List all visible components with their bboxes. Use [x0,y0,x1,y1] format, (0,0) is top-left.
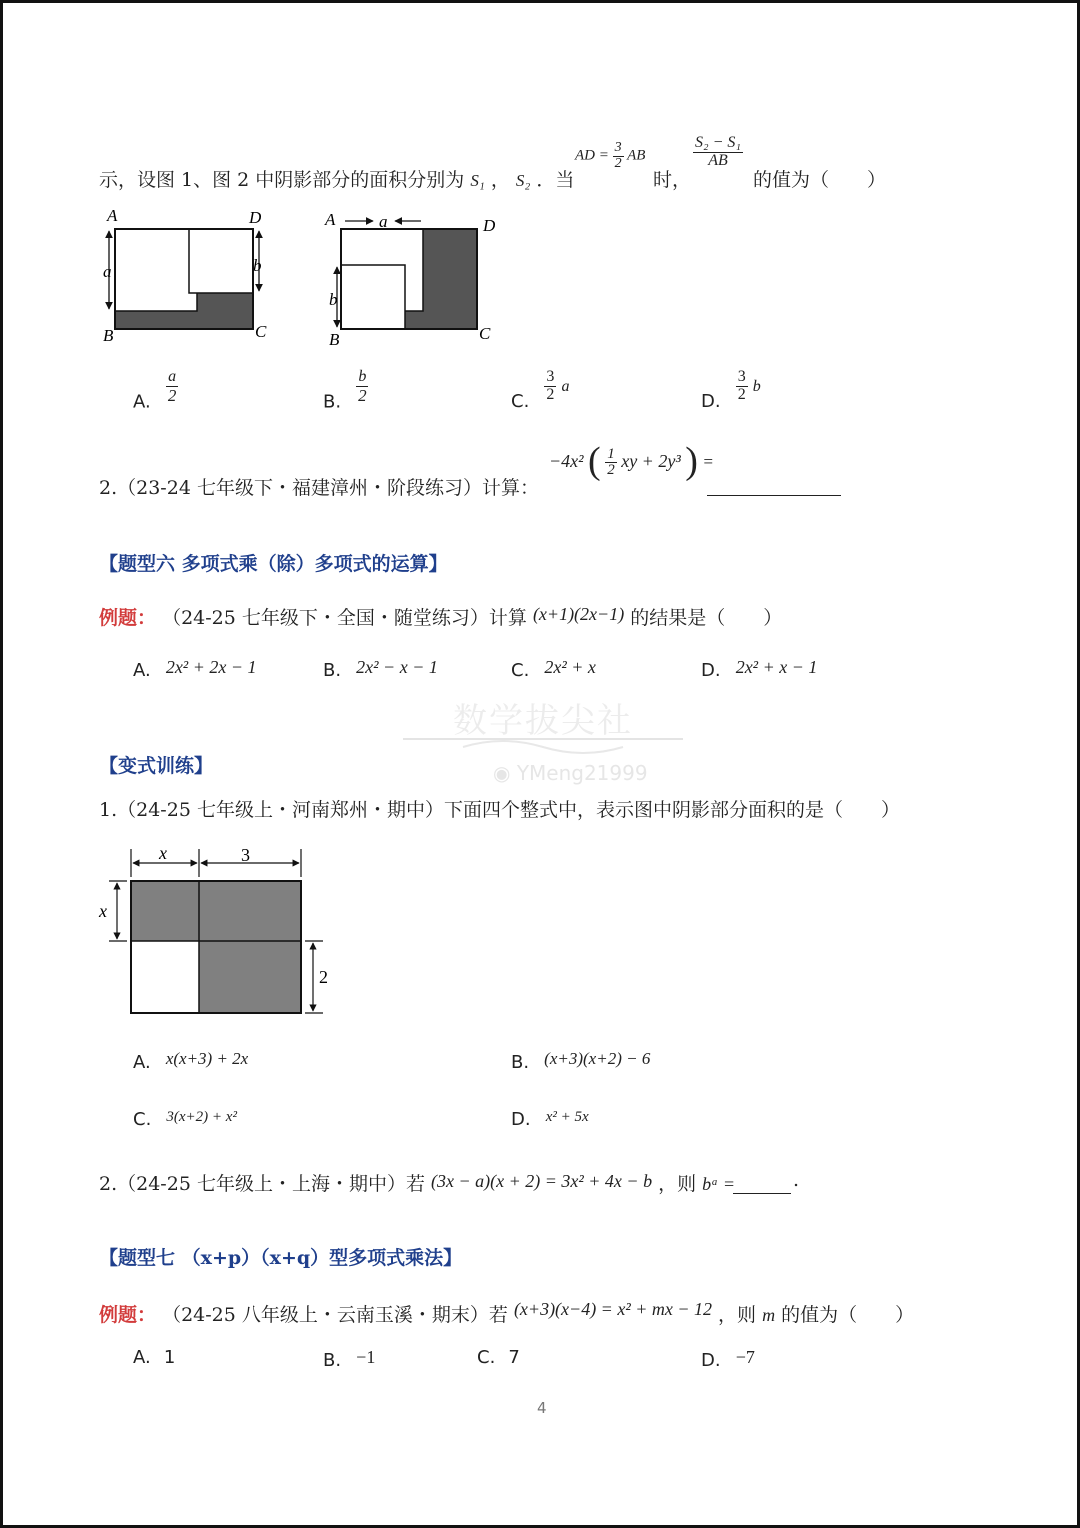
watermark-title: 数学拔尖社 [453,701,633,741]
watermark-ornament [403,733,683,759]
q1-option-d[interactable]: D. $\frac{3}{2}$ b [701,368,761,412]
v1-fig-top-x: x [159,843,167,863]
ex6-option-a[interactable]: A. 2x² + 2x − 1 [133,657,257,681]
q1-option-c[interactable]: C. $\frac{3}{2}$ a [511,368,570,412]
v2-period: . [793,1169,800,1191]
q1-dang: ．当 [536,169,575,191]
example-7-line: 例题： （24-25 八年级上・云南玉溪・期末）若 (x+3)(x−4) = x² + mx − 12 ，则 m 的值为（ ） [99,1299,915,1326]
ex6-option-c[interactable]: C. 2x² + x [511,657,596,681]
fig2-label-a: a [379,212,388,231]
example-7-expr: (x+3)(x−4) = x² + mx − 12 [513,1299,712,1319]
v1-option-a[interactable]: A. x(x+3) + 2x [133,1049,249,1073]
v1-label: 1.（24-25 七年级上・河南郑州・期中）下面四个整式中，表示图中阴影部分面积的是（ ） [99,799,900,821]
q1-option-a[interactable]: A. $\frac{a}{2}$ [133,368,177,413]
figures-1-2 [93,203,513,353]
watermark-id: ◉ YMeng21999 [493,761,648,785]
section-7-title: 【题型七 （x+p）（x+q）型多项式乘法】 [99,1247,463,1269]
example-6-line: 例题： （24-25 七年级下・全国・随堂练习）计算 (x+1)(2x−1) 的结果是（ ） [99,604,783,629]
ex7-option-a[interactable]: A. 1 [133,1347,176,1368]
v2-expr: (3x − a)(x + 2) = 3x² + 4x − b [431,1171,653,1191]
v1-fig-top-3: 3 [241,845,250,865]
ex6-option-b[interactable]: B. 2x² − x − 1 [323,657,438,681]
fig1-label-b: b [253,256,262,275]
fig1-label-d: D [249,208,262,227]
v1-option-c[interactable]: C. 3(x+2) + x² [133,1109,237,1130]
q1-option-b[interactable]: B. $\frac{b}{2}$ [323,368,367,413]
ratio-expression: $\frac{\text{S₂ − S₁}}{AB}$ [695,134,741,169]
section-6-title: 【题型六 多项式乘（除）多项式的运算】 [99,553,448,575]
v1-fig-right-2: 2 [319,967,328,987]
fig1-label-b-corner: B [103,326,114,345]
fig2-label-d: D [483,216,496,235]
ex7-option-b[interactable]: B. −1 [323,1347,376,1371]
v2-line: 2.（24-25 七年级上・上海・期中）若 (3x − a)(x + 2) = 3x² + 4x − b ，则 bᵃ = [99,1171,735,1195]
fig2-label-c: C [479,324,491,343]
figure-1 [103,206,267,345]
v2-b-power-a: bᵃ = [702,1174,735,1194]
frac-3-2: $\frac{3}{2}$ [614,140,622,171]
example-7-tag: 例题： [99,1304,157,1326]
q1-comma: ， [490,169,510,191]
q1-line [99,165,574,192]
fig2-label-b: b [329,290,338,309]
ex7-option-d[interactable]: D. −7 [701,1347,755,1371]
example-6-expr: (x+1)(2x−1) [532,604,625,624]
page-number: 4 [537,1399,547,1417]
fig1-label-a-corner: A [107,206,118,225]
ex7-option-c[interactable]: C. 7 [477,1347,520,1368]
v2-answer-blank[interactable] [733,1191,791,1194]
figure-2 [324,210,496,349]
q2-label: 2.（23-24 七年级下・福建漳州・阶段练习）计算： [99,477,539,499]
q1-tail: 的值为（ ） [753,169,887,191]
fig1-label-a: a [103,262,112,281]
fig2-label-b-corner: B [329,330,340,349]
example-6-tag: 例题： [99,607,157,629]
q2-expression: −4x² ( $\frac{1}{2}$ xy + 2y³ ) = [549,440,714,482]
fig2-label-a-corner: A [325,210,336,229]
example-7-m: m [762,1305,776,1325]
v1-figure [93,841,343,1021]
fig1-label-c: C [255,322,267,341]
wechat-icon: ◉ [493,761,517,785]
v1-option-b[interactable]: B. (x+3)(x+2) − 6 [511,1049,651,1073]
s2-symbol: S₂ [515,171,531,190]
variant-title: 【变式训练】 [99,755,214,777]
q1-shi: 时， [653,169,692,191]
q2-answer-blank[interactable] [707,493,841,496]
ad-condition: AD = $\frac{3}{2}$ AB [575,140,646,171]
v1-option-d[interactable]: D. x² + 5x [511,1109,589,1130]
s1-symbol: S₁ [470,171,485,190]
q1-lead: 示，设图 1、图 2 中阴影部分的面积分别为 [99,169,465,191]
v1-fig-left-x: x [99,901,107,921]
ex6-option-d[interactable]: D. 2x² + x − 1 [701,657,818,681]
